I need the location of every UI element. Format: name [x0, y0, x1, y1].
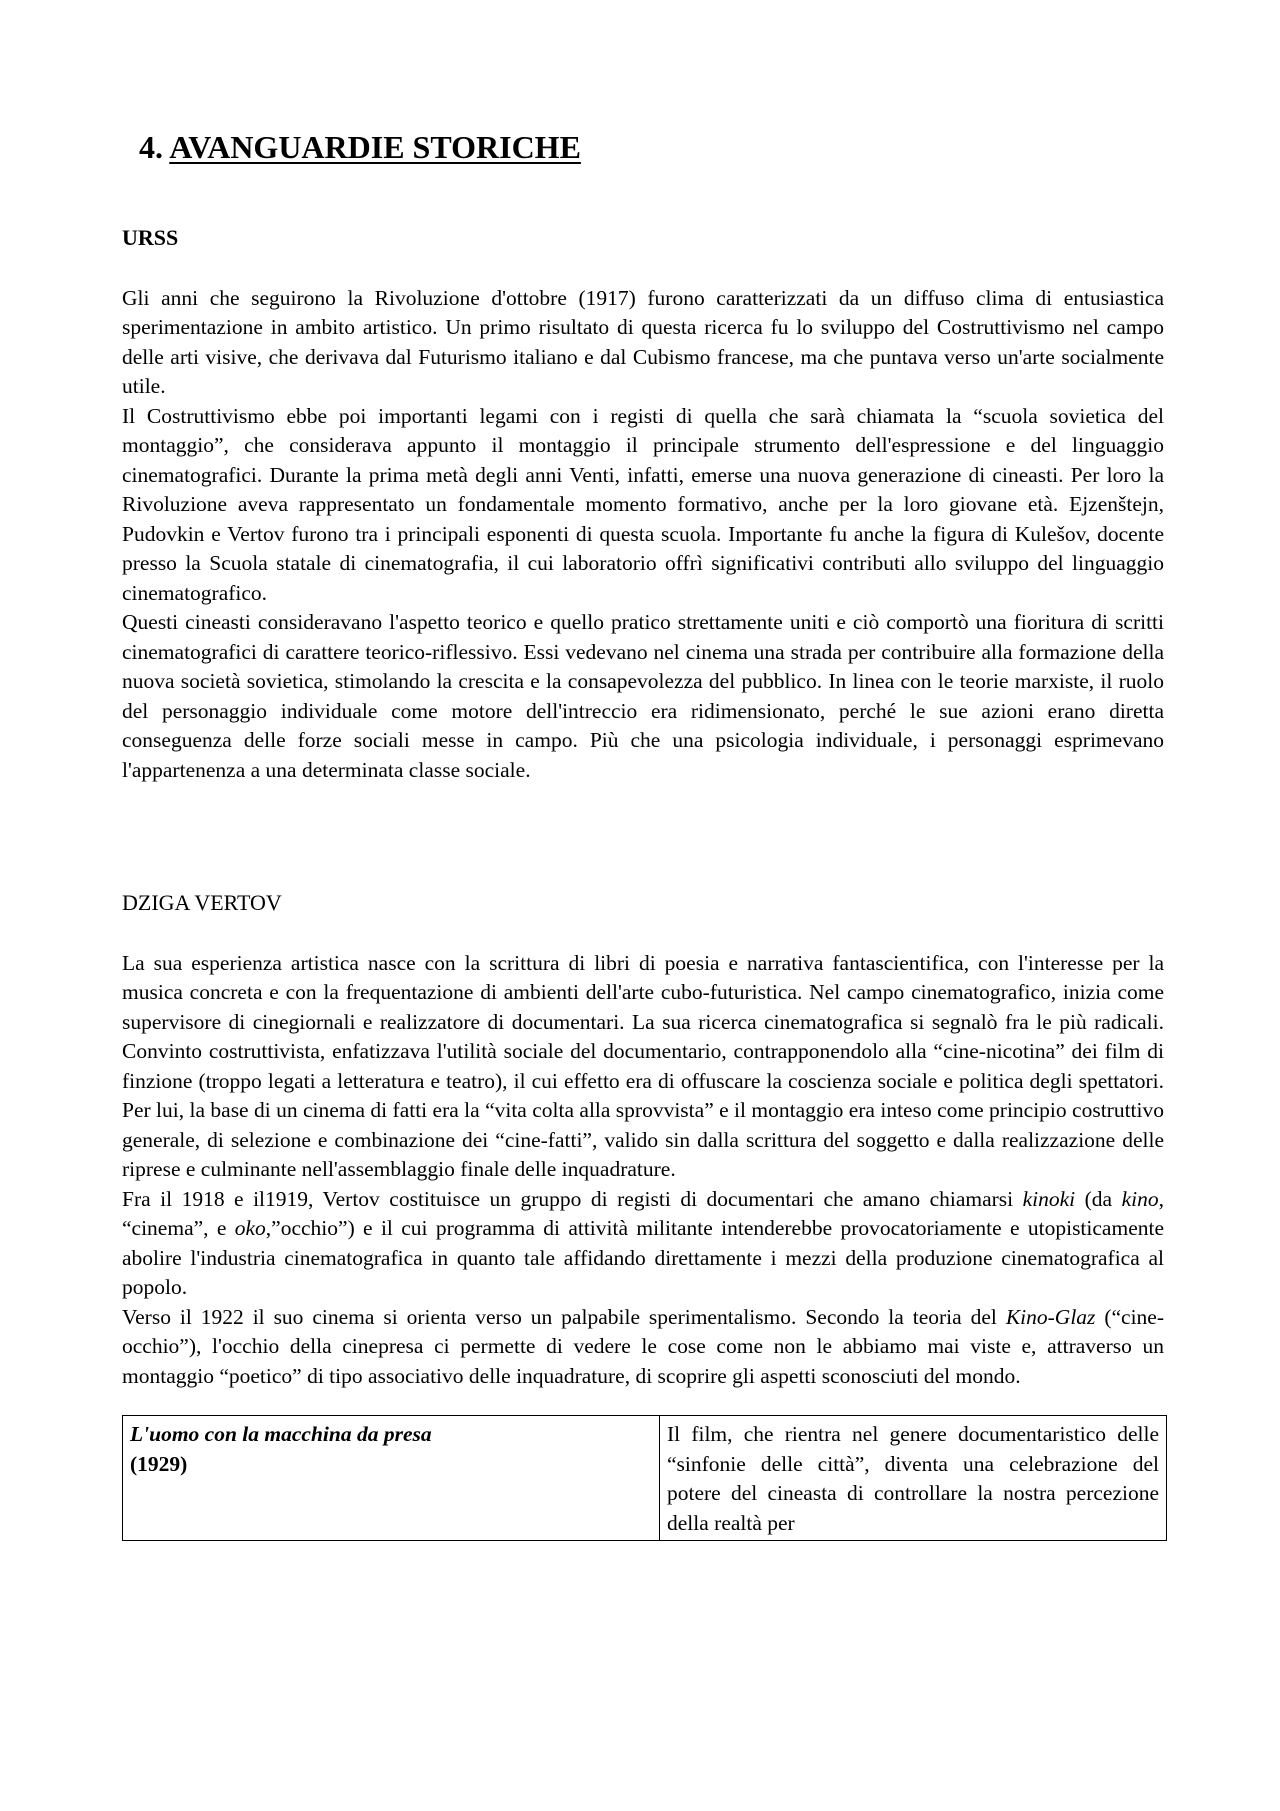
urss-paragraph-1: Gli anni che seguirono la Rivoluzione d'ottobre (1917) furono caratterizzati da un diffuso clima di entusiastica sperimentazione in ambito artistico. Un primo risultato di questa ricerca fu lo sviluppo del Costruttivismo nel campo delle arti visive, che derivava dal Futurismo italiano e dal Cubismo francese, ma che puntava verso un'arte socialmente utile.: [122, 285, 1164, 398]
urss-paragraph-2: Il Costruttivismo ebbe poi importanti legami con i registi di quella che sarà chiamata la “scuola sovietica del montaggio”, che considerava appunto il montaggio il principale strumento dell'espressione e del linguaggio cinematografici. Durante la prima metà degli anni Venti, infatti, emerse una nuova generazione di cineasti. Per loro la Rivoluzione aveva rappresentato un fondamentale momento formativo, anche per la loro giovane età. Ejzenštejn, Pudovkin e Vertov furono tra i principali esponenti di questa scuola. Importante fu anche la figura di Kulešov, docente presso la Scuola statale di cinematografia, il cui laboratorio offrì significativi contributi allo sviluppo del linguaggio cinematografico.: [122, 403, 1164, 605]
vertov-p2-part-c: , “cinema”, e: [122, 1186, 1164, 1240]
film-year: (1929): [130, 1451, 188, 1476]
film-title: L'uomo con la macchina da presa: [130, 1422, 432, 1446]
vertov-p3-part-a: Verso il 1922 il suo cinema si orienta verso un palpabile sperimentalismo. Secondo la teoria del: [122, 1304, 1006, 1329]
vertov-p2-part-b: (da: [1075, 1186, 1122, 1211]
vertov-paragraph-2: [122, 1185, 1164, 1303]
term-kino: kino: [1121, 1186, 1159, 1211]
urss-paragraph-3: Questi cineasti consideravano l'aspetto teorico e quello pratico strettamente uniti e ciò comportò una fioritura di scritti cinematografici di carattere teorico-riflessivo. Essi vedevano nel cinema una strada per contribuire alla formazione della nuova società sovietica, stimolando la crescita e la consapevolezza del pubblico. In linea con le teorie marxiste, il ruolo del personaggio individuale come motore dell'intreccio era ridimensionato, perché le sue azioni erano diretta conseguenza delle forze sociali messe in campo. Più che una psicologia individuale, i personaggi esprimevano l'appartenenza a una determinata classe sociale.: [122, 610, 1164, 782]
section-heading-urss: URSS: [122, 225, 179, 250]
section-heading-vertov: DZIGA VERTOV: [122, 890, 282, 915]
chapter-title: [139, 128, 1164, 166]
chapter-number: 4.: [139, 129, 163, 165]
chapter-title-text: AVANGUARDIE STORICHE: [169, 129, 581, 165]
vertov-paragraph-3: [122, 1303, 1164, 1392]
document-page: [122, 128, 1164, 1541]
vertov-paragraph-1: La sua esperienza artistica nasce con la scrittura di libri di poesia e narrativa fantascientifica, con l'interesse per la musica concreta e con la frequentazione di ambienti dell'arte cubo-futuristica. Nel campo cinematografico, inizia come supervisore di cinegiornali e realizzatore di documentari. La sua ricerca cinematografica si segnalò fra le più radicali. Convinto costruttivista, enfatizzava l'utilità sociale del documentario, contrapponendolo alla “cine-nicotina” dei film di finzione (troppo legati a letteratura e teatro), il cui effetto era di offuscare la coscienza sociale e politica degli spettatori. Per lui, la base di un cinema di fatti era la “vita colta alla sprovvista” e il montaggio era inteso come principio costruttivo generale, di selezione e combinazione dei “cine-fatti”, valido sin dalla scrittura del soggetto e dalla realizzazione delle riprese e culminante nell'assemblaggio finale delle inquadrature.: [122, 950, 1164, 1181]
table-row: [123, 1416, 1167, 1541]
term-kino-glaz: Kino-Glaz: [1005, 1304, 1096, 1329]
term-oko: oko: [234, 1216, 266, 1240]
vertov-p3-part-b: (“cine-occhio”), l'occhio della cinepresa ci permette di vedere le cose come non le abbiamo mai viste e, attraverso un montaggio “poetico” di tipo associativo delle inquadrature, di scoprire gli aspetti sconosciuti del mondo.: [122, 1304, 1165, 1388]
term-kinoki: kinoki: [1022, 1186, 1076, 1211]
film-table: [122, 1415, 1167, 1541]
vertov-p2-part-d: ,”occhio”) e il cui programma di attività militante intenderebbe provocatoriamente e utopisticamente abolire l'industria cinematografica in quanto tale affidando direttamente i mezzi della produzione cinematografica al popolo.: [122, 1216, 1164, 1299]
vertov-p2-part-a: Fra il 1918 e il1919, Vertov costituisce un gruppo di registi di documentari che amano chiamarsi: [122, 1186, 1023, 1211]
film-title-cell: [123, 1416, 660, 1541]
film-description-cell: Il film, che rientra nel genere documentaristico delle “sinfonie delle città”, diventa una celebrazione del potere del cineasta di controllare la nostra percezione della realtà per: [660, 1416, 1167, 1541]
